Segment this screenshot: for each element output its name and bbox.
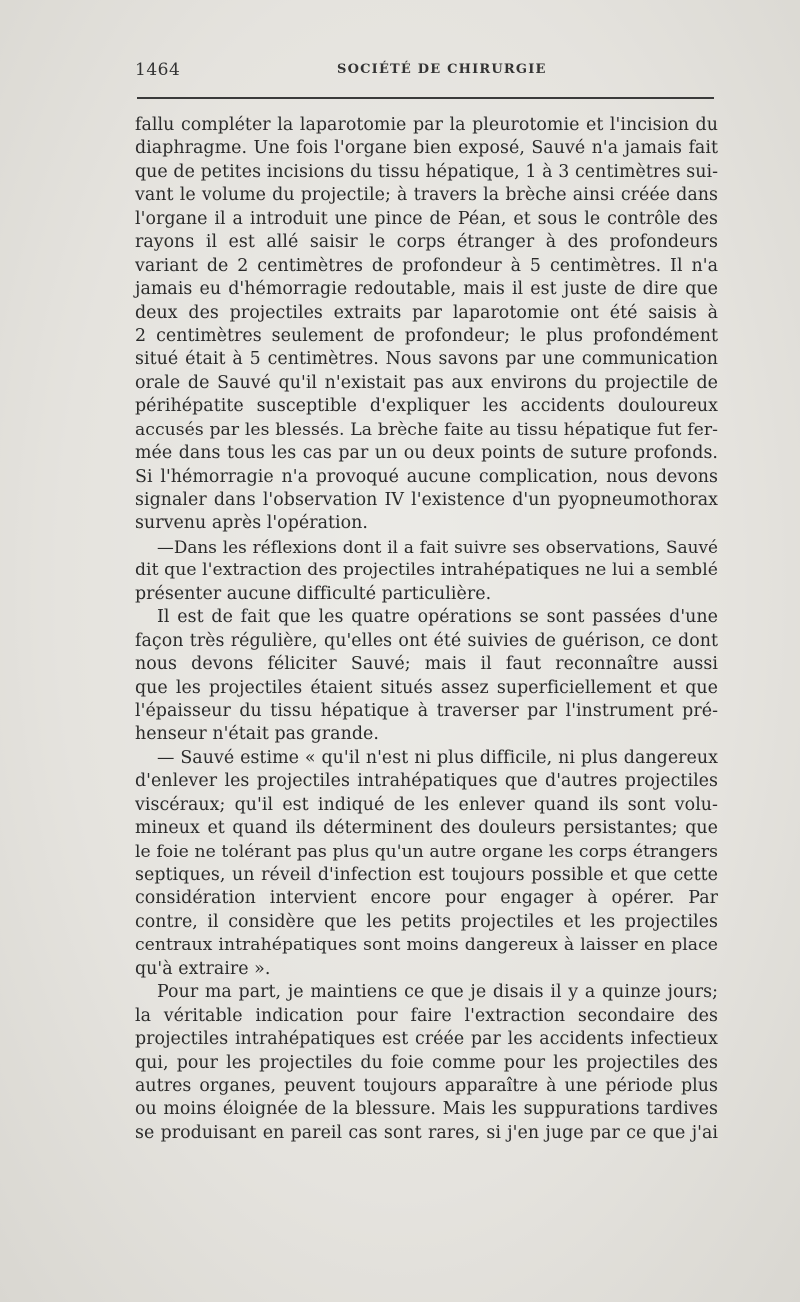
text-line: Pour ma part, je maintiens ce que je disais il y a quinze jours;: [157, 982, 718, 1003]
text-line: qu'à extraire ».: [135, 958, 271, 979]
running-head: SOCIÉTÉ DE CHIRURGIE: [337, 62, 547, 77]
text-line: présenter aucune difficulté particulière.: [135, 583, 492, 604]
text-line: survenu après l'opération.: [135, 513, 369, 534]
text-line: centraux intrahépatiques sont moins dangereux à laisser en place: [135, 935, 718, 956]
text-line: considération intervient encore pour engager à opérer. Par: [135, 888, 718, 909]
text-line: Il est de fait que les quatre opérations se sont passées d'une: [157, 607, 718, 628]
page-header: [135, 60, 715, 84]
text-line: — Sauvé estime « qu'il n'est ni plus difficile, ni plus dangereux: [157, 747, 718, 768]
text-line: jamais eu d'hémorragie redoutable, mais il est juste de dire que: [135, 279, 718, 300]
text-line: septiques, un réveil d'infection est toujours possible et que cette: [135, 865, 718, 885]
page-number: 1464: [135, 60, 181, 80]
text-line: mée dans tous les cas par un ou deux points de suture profonds.: [135, 443, 718, 464]
text-line: vant le volume du projectile; à travers la brèche ainsi créée dans: [135, 185, 718, 206]
text-line: que de petites incisions du tissu hépatique, 1 à 3 centimètres sui-: [135, 161, 718, 182]
text-line: viscéraux; qu'il est indiqué de les enlever quand ils sont volu-: [135, 794, 718, 815]
body-text: [135, 114, 718, 1145]
text-line: 2 centimètres seulement de profondeur; le plus profondément: [135, 325, 718, 346]
header-rule: [137, 97, 714, 99]
text-line: d'enlever les projectiles intrahépatiques que d'autres projectiles: [135, 771, 718, 792]
text-line: —Dans les réflexions dont il a fait suivre ses observations, Sauvé: [157, 536, 718, 557]
text-line: deux des projectiles extraits par laparotomie ont été saisis à: [135, 302, 718, 323]
text-line: l'organe il a introduit une pince de Péan, et sous le contrôle des: [135, 208, 718, 229]
text-line: fallu compléter la laparotomie par la pleurotomie et l'incision du: [135, 115, 718, 135]
text-line: Si l'hémorragie n'a provoqué aucune complication, nous devons: [135, 466, 718, 487]
text-line: nous devons féliciter Sauvé; mais il faut reconnaître aussi: [135, 654, 718, 675]
text-line: périhépatite susceptible d'expliquer les accidents douloureux: [135, 396, 718, 417]
text-line: le foie ne tolérant pas plus qu'un autre organe les corps étrangers: [135, 841, 718, 862]
text-line: projectiles intrahépatiques est créée par les accidents infectieux: [135, 1029, 718, 1050]
text-line: la véritable indication pour faire l'extraction secondaire des: [135, 1005, 718, 1026]
text-line: dit que l'extraction des projectiles intrahépatiques ne lui a semblé: [135, 560, 718, 581]
text-line: ou moins éloignée de la blessure. Mais les suppurations tardives: [135, 1099, 718, 1120]
text-line: henseur n'était pas grande.: [135, 724, 379, 745]
text-line: signaler dans l'observation IV l'existence d'un pyopneumothorax: [135, 490, 718, 510]
text-line: qui, pour les projectiles du foie comme pour les projectiles des: [135, 1052, 718, 1073]
text-line: autres organes, peuvent toujours apparaître à une période plus: [135, 1075, 718, 1096]
text-line: accusés par les blessés. La brèche faite au tissu hépatique fut fer-: [135, 419, 718, 440]
text-line: rayons il est allé saisir le corps étranger à des profondeurs: [135, 232, 718, 253]
text-line: variant de 2 centimètres de profondeur à 5 centimètres. Il n'a: [135, 255, 718, 276]
text-line: l'épaisseur du tissu hépatique à traverser par l'instrument pré-: [135, 700, 718, 721]
text-line: mineux et quand ils déterminent des douleurs persistantes; que: [135, 818, 718, 839]
text-line: façon très régulière, qu'elles ont été suivies de guérison, ce dont: [135, 630, 718, 651]
text-line: situé était à 5 centimètres. Nous savons par une communication: [135, 349, 718, 370]
text-line: se produisant en pareil cas sont rares, si j'en juge par ce que j'ai: [135, 1122, 718, 1143]
text-line: orale de Sauvé qu'il n'existait pas aux environs du projectile de: [135, 372, 718, 393]
text-line: contre, il considère que les petits projectiles et les projectiles: [135, 911, 718, 932]
text-line: diaphragme. Une fois l'organe bien exposé, Sauvé n'a jamais fait: [135, 138, 718, 159]
text-line: que les projectiles étaient situés assez superficiellement et que: [135, 677, 718, 698]
